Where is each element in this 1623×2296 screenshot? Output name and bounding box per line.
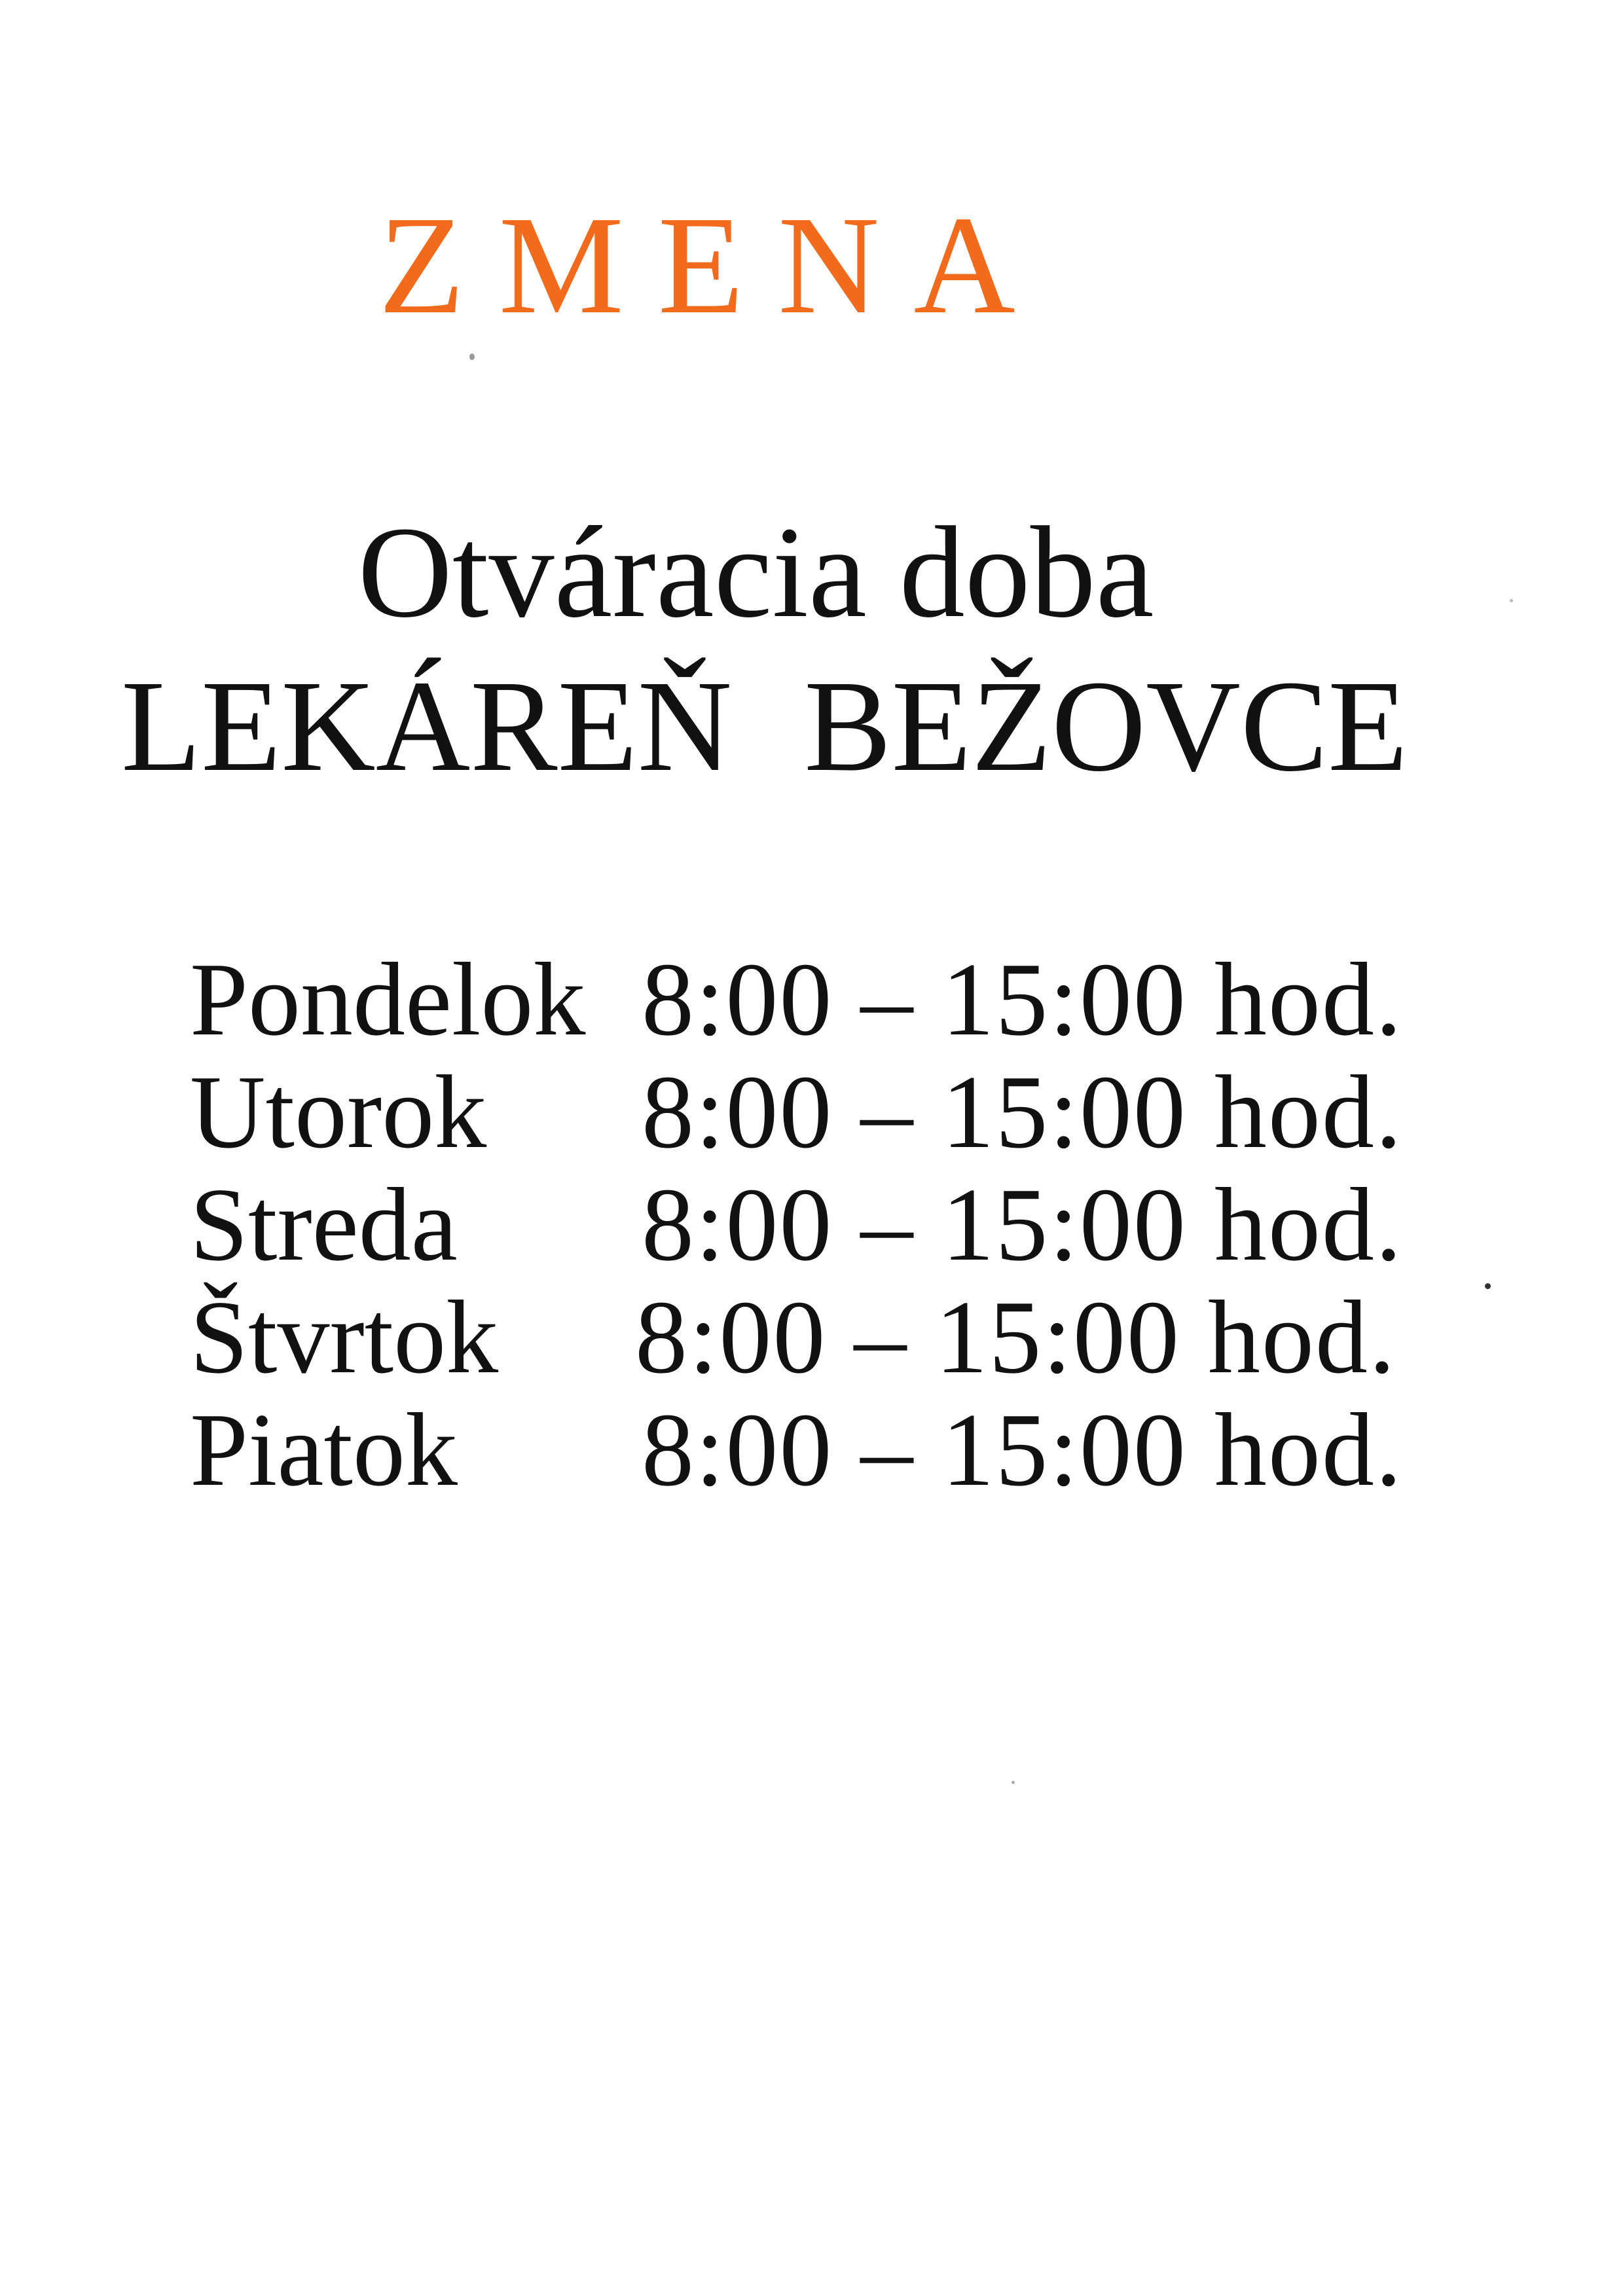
scan-speck: [1012, 1781, 1015, 1784]
time-range: 8:00 – 15:00 hod.: [642, 1166, 1403, 1283]
day-name: Streda: [190, 1166, 458, 1283]
hours-row: [190, 1391, 1403, 1508]
time-range: 8:00 – 15:00 hod.: [635, 1279, 1396, 1395]
day-name: Štvrtok: [190, 1279, 499, 1395]
time-range: 8:00 – 15:00 hod.: [642, 1391, 1403, 1508]
day-name: Pondelok: [190, 941, 586, 1057]
day-name: Piatok: [190, 1391, 458, 1508]
scan-speck: [1485, 1283, 1491, 1289]
hours-row: [190, 1279, 1396, 1395]
scan-speck: [469, 354, 475, 360]
hours-row: [190, 1166, 1403, 1283]
opening-hours-title: Otváracia doba: [357, 500, 1154, 645]
hours-row: [190, 941, 1403, 1057]
time-range: 8:00 – 15:00 hod.: [642, 941, 1403, 1057]
pharmacy-name: LEKÁREŇ BEŽOVCE: [121, 654, 1408, 799]
scan-speck: [1510, 599, 1513, 602]
opening-hours-table: [190, 941, 1403, 1508]
hours-row: [190, 1053, 1403, 1170]
day-name: Utorok: [190, 1053, 487, 1170]
change-heading: ZMENA: [378, 187, 1049, 343]
time-range: 8:00 – 15:00 hod.: [642, 1053, 1403, 1170]
